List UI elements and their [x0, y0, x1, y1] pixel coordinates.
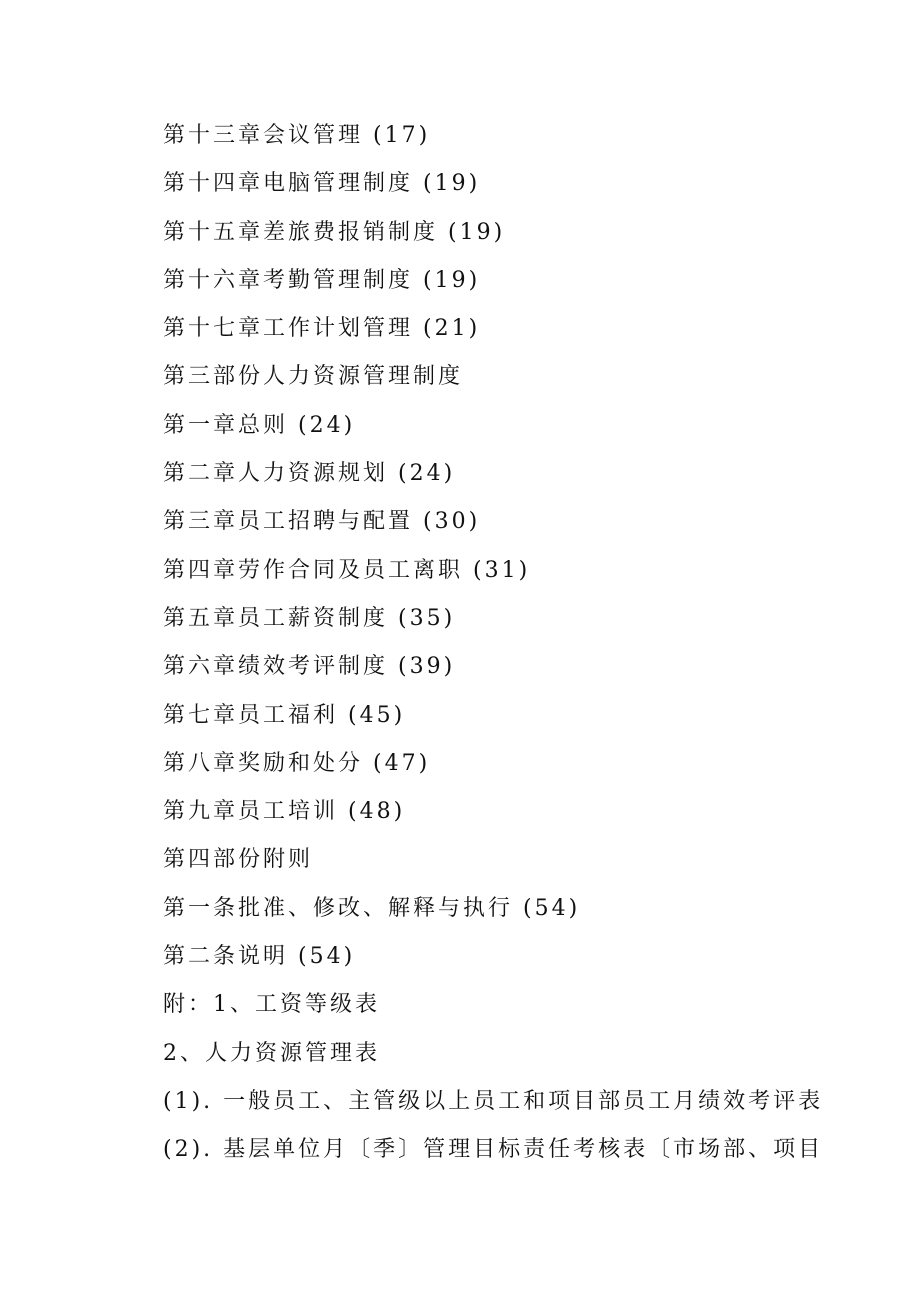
toc-line: 第五章员工薪资制度 (35): [163, 605, 456, 631]
toc-line: 第十四章电脑管理制度 (19): [163, 171, 481, 197]
toc-line: 第十六章考勤管理制度 (19): [163, 267, 481, 293]
toc-line: 第三章员工招聘与配置 (30): [163, 509, 481, 535]
toc-line: 第十五章差旅费报销制度 (19): [163, 219, 506, 245]
toc-line: 第二条说明 (54): [163, 944, 356, 970]
appendix-line: 附：1、工资等级表: [163, 992, 380, 1018]
toc-line: 第九章员工培训 (48): [163, 799, 406, 825]
toc-section-heading: 第三部份人力资源管理制度: [163, 364, 464, 390]
toc-line: 第八章奖励和处分 (47): [163, 750, 431, 776]
toc-section-heading: 第四部份附则: [163, 847, 314, 873]
toc-line: 第十七章工作计划管理 (21): [163, 316, 481, 342]
appendix-line: 2、人力资源管理表: [163, 1040, 380, 1066]
toc-line: 第七章员工福利 (45): [163, 702, 406, 728]
toc-line: 第一章总则 (24): [163, 412, 356, 438]
appendix-line: (2). 基层单位月〔季〕管理目标责任考核表〔市场部、项目: [163, 1137, 824, 1163]
toc-line: 第一条批准、修改、解释与执行 (54): [163, 895, 581, 921]
appendix-line: (1). 一般员工、主管级以上员工和项目部员工月绩效考评表: [163, 1088, 824, 1114]
toc-line: 第四章劳作合同及员工离职 (31): [163, 557, 531, 583]
toc-line: 第二章人力资源规划 (24): [163, 461, 456, 487]
toc-line: 第十三章会议管理 (17): [163, 123, 431, 148]
table-of-contents: [163, 112, 823, 1175]
toc-line: 第六章绩效考评制度 (39): [163, 654, 456, 680]
